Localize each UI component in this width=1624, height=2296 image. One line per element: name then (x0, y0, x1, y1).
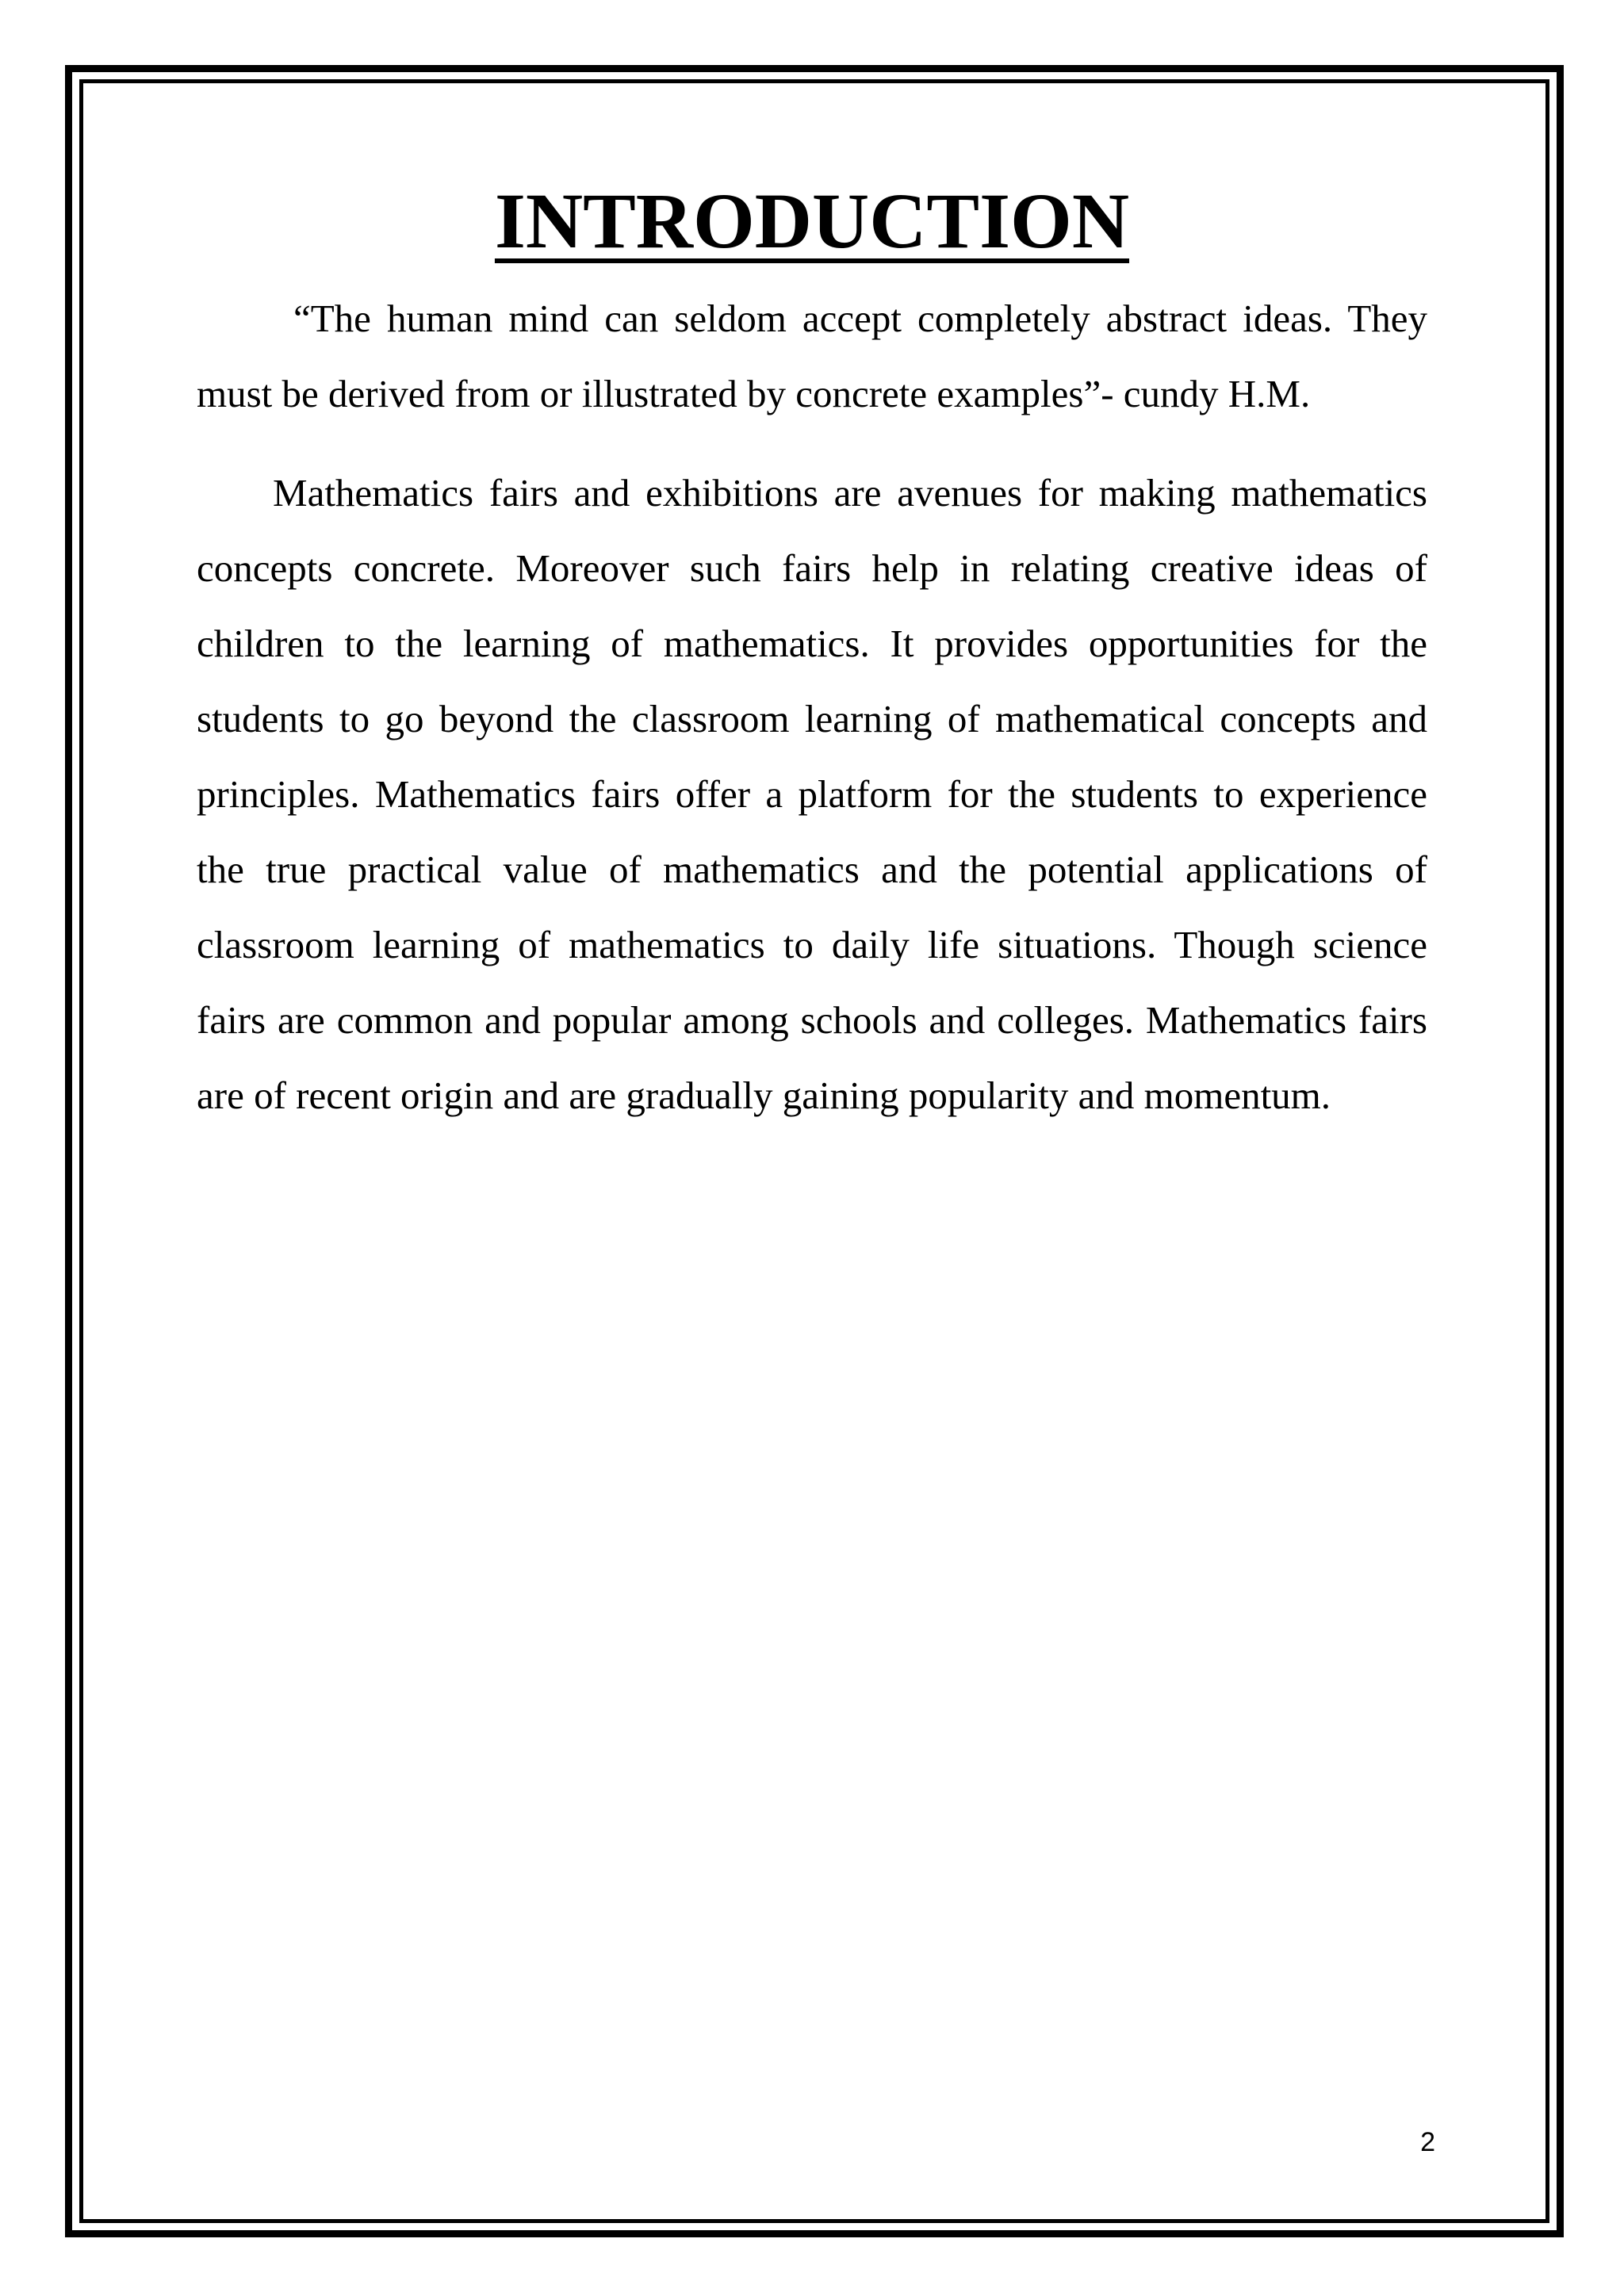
page-title-text: INTRODUCTION (494, 177, 1130, 265)
page-number: 2 (1420, 2127, 1435, 2157)
opening-quote: “The human mind can seldom accept completely abstract ideas. They must be derived from or illustrated by concrete examples”- cundy H.M. (197, 297, 1427, 415)
body-paragraph: Mathematics fairs and exhibitions are avenues for making mathematics concepts concrete. Moreover such fairs help in relating creative ideas of children to the learning of mathematics. It provides opportunities for the students to go beyond the classroom learning of mathematical concepts and principles. Mathematics fairs offer a platform for the students to experience the true practical value of mathematics and the potential applications of classroom learning of mathematics to daily life situations. Though science fairs are common and popular among schools and colleges. Mathematics fairs are of recent origin and are gradually gaining popularity and momentum. (197, 471, 1427, 1117)
page-content (197, 170, 1427, 1133)
page-title (197, 170, 1427, 273)
